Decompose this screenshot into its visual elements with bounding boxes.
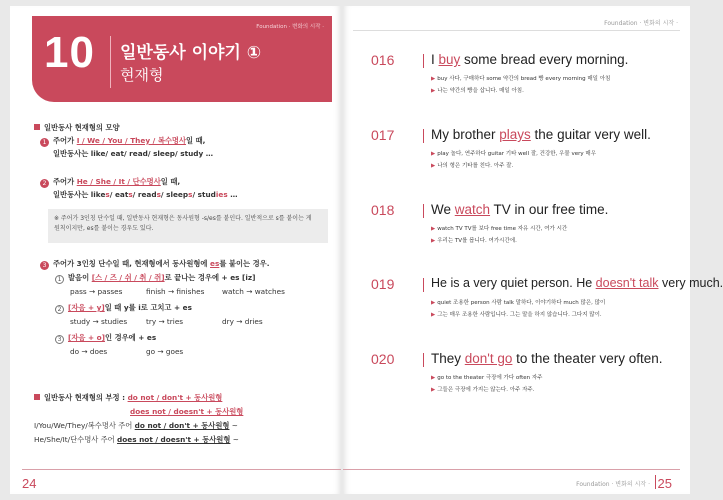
square-bullet-icon (34, 124, 40, 130)
rule-1-line-1: 1 주어가 I / We / You / They / 복수명사일 때, (40, 136, 205, 147)
chapter-banner (32, 16, 332, 102)
sentence-divider (423, 353, 424, 367)
chapter-subtitle: 현재형 (120, 66, 164, 84)
negative-line-plural: I/You/We/They/복수명사 주어 do not / don't + 동사원형 ~ (34, 421, 238, 430)
triangle-bullet-icon: ▶ (431, 300, 436, 306)
sentence-text: I buy some bread every morning. (431, 52, 629, 67)
left-page (10, 6, 341, 494)
chapter-title: 일반동사 이야기 ① (120, 43, 262, 63)
example-finishes: finish → finishes (146, 287, 205, 296)
right-header-rule (353, 30, 680, 31)
triangle-bullet-icon: ▶ (431, 238, 436, 244)
example-studies: study → studies (70, 317, 128, 326)
example-goes: go → goes (146, 347, 184, 356)
sentence-number: 016 (371, 52, 395, 68)
right-footer-rule (343, 469, 680, 470)
negative-line-singular: He/She/It/단수명사 주어 does not / doesn't + 동사원형 ~ (34, 435, 239, 444)
sub-rule-2: 2 [자음 + y]일 때 y를 i로 고치고 + es (55, 303, 192, 314)
rule-3-line: 3 주어가 3인칭 단수일 때, 현재형에서 동사원형에 es를 붙이는 경우. (40, 259, 269, 270)
negative-form-does: does not / doesn't + 동사원형 (130, 407, 244, 416)
example-passes: pass → passes (70, 287, 123, 296)
section-heading-forms: 일반동사 현재형의 모양 (34, 123, 120, 133)
sentence-number: 018 (371, 202, 395, 218)
sentence-divider (423, 54, 424, 68)
number-1-icon: 1 (40, 138, 49, 147)
example-dries: dry → dries (222, 317, 263, 326)
section-heading-negative: 일반동사 현재형의 부정 : do not / don't + 동사원형 (34, 393, 222, 403)
triangle-bullet-icon: ▶ (431, 163, 436, 169)
circled-1-icon: 1 (55, 275, 64, 284)
sentence-number: 019 (371, 276, 395, 292)
sentence-number: 020 (371, 351, 395, 367)
gloss-translation: ▶ 그들은 극장에 가지는 않는다. 아주 자주. (431, 387, 535, 393)
number-3-icon: 3 (40, 261, 49, 270)
triangle-bullet-icon: ▶ (431, 226, 436, 232)
triangle-bullet-icon: ▶ (431, 76, 436, 82)
circled-3-icon: 3 (55, 335, 64, 344)
example-watches: watch → watches (222, 287, 285, 296)
right-footer-crumb: Foundation · 변화의 시작 · (576, 481, 650, 488)
gloss-vocab: ▶ go to the theater 극장에 가다 often 자주 (431, 375, 543, 381)
gloss-vocab: ▶ play 놀다, 연주하다 guitar 기타 well 잘, 건강한, 우물 very 매우 (431, 151, 597, 157)
sentence-number: 017 (371, 127, 395, 143)
left-breadcrumb: Foundation · 변화의 시작 · (256, 24, 324, 30)
gloss-translation: ▶ 나는 약간의 빵을 삽니다. 매일 아침. (431, 88, 524, 94)
circled-2-icon: 2 (55, 305, 64, 314)
note-box (48, 209, 328, 243)
gloss-vocab: ▶ buy 사다, 구매하다 some 약간의 bread 빵 every morning 매일 아침 (431, 76, 611, 82)
gloss-vocab: ▶ quiet 조용한 person 사람 talk 말하다, 이야기하다 much 많은, 많이 (431, 300, 606, 306)
sub-rule-1: 1 발음이 [스 / 즈 / 쉬 / 취 / 쥐]로 끝나는 경우에 + es [iz] (55, 273, 255, 284)
footer-divider (655, 475, 656, 489)
triangle-bullet-icon: ▶ (431, 375, 436, 381)
note-line-2: 원칙이지만, es를 붙이는 경우도 있다. (54, 225, 154, 232)
gloss-translation: ▶ 나의 형은 기타를 친다. 아주 잘. (431, 163, 514, 169)
sentence-divider (423, 278, 424, 292)
gloss-translation: ▶ 그는 매우 조용한 사람입니다. 그는 말을 하지 않습니다. 그다지 많이. (431, 312, 602, 318)
sub-rule-3: 3 [자음 + o]인 경우에 + es (55, 333, 156, 344)
left-page-number: 24 (22, 476, 37, 491)
right-page-number: 25 (657, 476, 672, 491)
gloss-vocab: ▶ watch TV TV를 보다 free time 자유 시간, 여가 시간 (431, 226, 568, 232)
example-tries: try → tries (146, 317, 184, 326)
triangle-bullet-icon: ▶ (431, 387, 436, 393)
right-page (343, 6, 723, 494)
rule-1-line-2: 일반동사는 like/ eat/ read/ sleep/ study … (53, 149, 214, 158)
sentence-text: My brother plays the guitar very well. (431, 127, 651, 142)
note-line-1: ※ 주어가 3인칭 단수일 때, 일반동사 현재형은 동사원형 -s/es를 붙인다. 일반적으로 s를 붙이는 게 (54, 215, 312, 222)
example-does: do → does (70, 347, 108, 356)
triangle-bullet-icon: ▶ (431, 312, 436, 318)
square-bullet-icon (34, 394, 40, 400)
sentence-text: They don't go to the theater very often. (431, 351, 663, 366)
sentence-text: We watch TV in our free time. (431, 202, 609, 217)
triangle-bullet-icon: ▶ (431, 88, 436, 94)
right-breadcrumb: Foundation · 변화의 시작 · (604, 20, 678, 27)
rule-2-line-1: 2 주어가 He / She / It / 단수명사일 때, (40, 177, 180, 188)
left-footer-rule (22, 469, 341, 470)
banner-divider (110, 36, 111, 88)
sentence-divider (423, 204, 424, 218)
sentence-divider (423, 129, 424, 143)
chapter-number: 10 (44, 28, 95, 77)
rule-2-line-2: 일반동사는 likes/ eats/ reads/ sleeps/ studies … (53, 190, 238, 199)
sentence-text: He is a very quiet person. He doesn't talk very much. (431, 276, 723, 290)
triangle-bullet-icon: ▶ (431, 151, 436, 157)
gloss-translation: ▶ 우리는 TV를 봅니다. 여가시간에. (431, 238, 517, 244)
number-2-icon: 2 (40, 179, 49, 188)
